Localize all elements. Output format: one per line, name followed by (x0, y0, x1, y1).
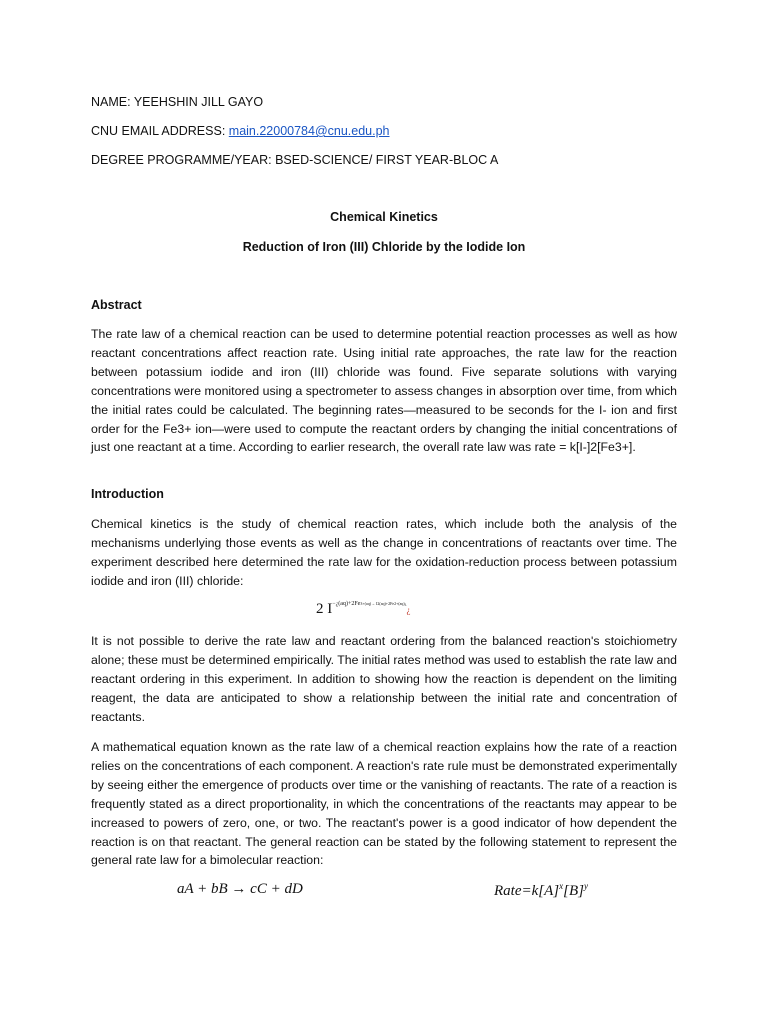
email-link[interactable]: main.22000784@cnu.edu.ph (228, 124, 390, 138)
redox-equation-sup (332, 601, 406, 607)
rate-law-x: x (559, 881, 564, 891)
redox-equation-sup-b: 3+(aq)→ I2(aq)+2Fe2+(aq)¿ (360, 601, 407, 606)
rate-law-a: =k[A] (521, 883, 560, 899)
email-line (91, 122, 390, 140)
email-label: CNU EMAIL ADDRESS: (91, 124, 226, 138)
document-subtitle: Reduction of Iron (III) Chloride by the Iodide Ion (242, 240, 526, 254)
rate-law-y: y (583, 881, 588, 891)
redox-equation-sup-a: −¿(aq)+2Fe (332, 601, 361, 607)
name-line (91, 93, 263, 111)
abstract-paragraph: The rate law of a chemical reaction can be used to determine potential reaction processes as well as how reactant concentrations affect reaction rate. Using initial rate approaches, the rate law for the reaction between potassium iodide and iron (III) chloride was found. Five separate solutions with varying concentrations were monitored using a spectrometer to assess changes in absorption over time, from which the initial rates could be calculated. The beginning rates—measured to be seconds for the I- ion and first order for the Fe3+ ion—were used to compute the reactant orders by changing the initial concentrations of just one reactant at a time. According to earlier research, the overall rate law was rate = k[I-]2[Fe3+]. (91, 327, 677, 455)
name-label: NAME: (91, 95, 131, 109)
introduction-heading: Introduction (91, 487, 164, 501)
rate-law-equation (494, 881, 588, 900)
abstract-heading: Abstract (91, 298, 142, 312)
degree-line (91, 151, 498, 169)
rate-law-b: [B] (563, 883, 584, 899)
degree-label: DEGREE PROGRAMME/YEAR: (91, 153, 272, 167)
intro-paragraph-1: Chemical kinetics is the study of chemical reaction rates, which include both the analysis of the mechanisms underlying those events as well as the change in concentrations of reactants over time. The experiment described here determined the rate law for the oxidation-reduction process between potassium iodide and iron (III) chloride: (91, 517, 677, 588)
redox-equation-end: ¿ (406, 605, 411, 615)
redox-equation (316, 601, 411, 618)
rate-law-rate: Rate (494, 883, 522, 899)
redox-equation-main: 2 I (316, 601, 333, 617)
intro-paragraph-2: It is not possible to derive the rate law and reactant ordering from the balanced reaction's stoichiometry alone; these must be determined empirically. The initial rates method was used to establish the rate law and reactant ordering in this experiment. In addition to showing how the reaction is dependent on the limiting reagent, the data are anticipated to show a relationship between the initial rate and concentration of reactants. (91, 634, 678, 724)
intro-paragraph-3: A mathematical equation known as the rate law of a chemical reaction explains how the rate of a reaction relies on the concentrations of each component. A reaction's rate rule must be demonstrated experimentally by seeing either the emergence of products over time or the vanishing of reactants. The rate of a reaction is frequently stated as a direct proportionality, in which the concentrations of the reactants may appear to be increased to powers of zero, one, or two. The reactant's power is a good indicator of how dependent the reaction is on that reactant. The general reaction can be stated by the following statement to represent the general rate law for a bimolecular reaction: (91, 740, 677, 868)
general-reaction-equation: aA + bB → cC + dD (177, 881, 303, 897)
name-value: YEEHSHIN JILL GAYO (133, 95, 264, 109)
document-title: Chemical Kinetics (330, 210, 438, 224)
degree-value: BSED-SCIENCE/ FIRST YEAR-BLOC A (275, 153, 499, 167)
